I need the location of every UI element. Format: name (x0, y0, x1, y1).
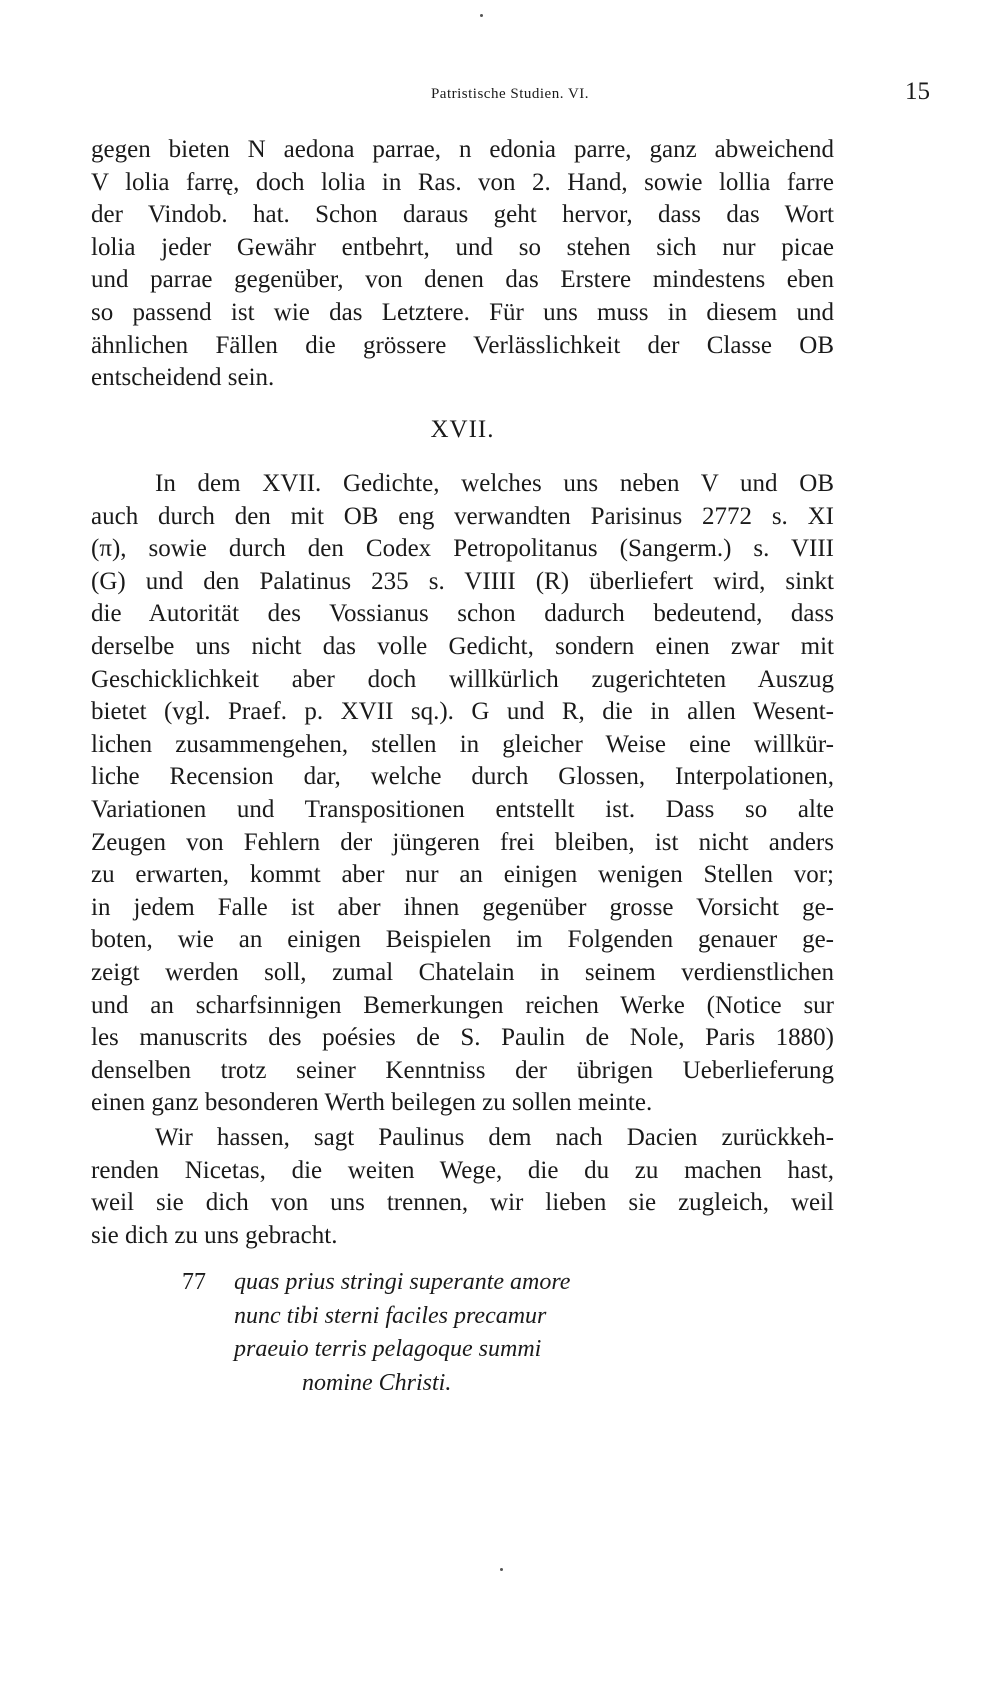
text-line: die Autorität des Vossianus schon dadurch bedeutend, dass (91, 600, 834, 628)
text-line: bietet (vgl. Praef. p. XVII sq.). G und R, die in allen Wesent- (91, 698, 834, 726)
text-line: Zeugen von Fehlern der jüngeren frei bleiben, ist nicht anders (91, 828, 834, 856)
text-line: liche Recension dar, welche durch Glossen, Interpolationen, (91, 763, 834, 791)
text-line: sie dich zu uns gebracht. (91, 1221, 338, 1249)
paragraph-1 (91, 134, 834, 395)
text-line: denselben trotz seiner Kenntniss der übrigen Ueberlieferung (91, 1056, 834, 1084)
paragraph-2 (91, 468, 834, 1120)
text-line: gegen bieten N aedona parrae, n edonia parre, ganz abweichend (91, 136, 834, 163)
text-line: Geschicklichkeit aber doch willkürlich zugerichteten Auszug (91, 665, 834, 693)
verse-line: praeuio terris pelagoque summi (234, 1336, 542, 1362)
text-line: boten, wie an einigen Beispielen im Folgenden genauer ge- (91, 926, 834, 954)
scan-speck (500, 1568, 503, 1571)
text-line: renden Nicetas, die weiten Wege, die du zu machen hast, (91, 1156, 834, 1184)
page-header (90, 78, 930, 112)
text-line: (G) und den Palatinus 235 s. VIIII (R) überliefert wird, sinkt (91, 567, 834, 595)
text-line: zeigt werden soll, zumal Chatelain in seinem verdienstlichen (91, 958, 834, 986)
text-line: und an scharfsinnigen Bemerkungen reichen Werke (Notice sur (91, 991, 834, 1019)
verse-text: quas prius stringi superante amore (234, 1269, 571, 1295)
text-line: V lolia farrę, doch lolia in Ras. von 2. Hand, sowie lollia farre (91, 168, 834, 196)
text-line: entscheidend sein. (91, 364, 275, 392)
text-line: zu erwarten, kommt aber nur an einigen wenigen Stellen vor; (91, 861, 834, 889)
verse-line (182, 1266, 742, 1300)
verse-line: nomine Christi. (302, 1369, 452, 1396)
scan-speck (480, 14, 483, 17)
verse-number: 77 (182, 1269, 206, 1295)
text-line: (π), sowie durch den Codex Petropolitanus (Sangerm.) s. VIII (91, 535, 834, 563)
text-line: lolia jeder Gewähr entbehrt, und so stehen sich nur picae (91, 233, 834, 261)
text-line: und parrae gegenüber, von denen das Erstere mindestens eben (91, 266, 834, 294)
text-line: der Vindob. hat. Schon daraus geht hervor, dass das Wort (91, 201, 834, 229)
verse-quotation (182, 1266, 742, 1400)
text-line: lichen zusammengehen, stellen in gleicher Weise eine willkür- (91, 730, 834, 758)
page-number: 15 (905, 78, 930, 105)
section-heading: XVII. (430, 416, 495, 443)
verse-line: nunc tibi sterni faciles precamur (234, 1302, 547, 1329)
paragraph-3 (91, 1122, 834, 1252)
text-line: auch durch den mit OB eng verwandten Parisinus 2772 s. XI (91, 502, 834, 530)
text-line: einen ganz besonderen Werth beilegen zu sollen meinte. (91, 1089, 653, 1117)
text-line: weil sie dich von uns trennen, wir lieben sie zugleich, weil (91, 1189, 834, 1217)
text-line: Wir hassen, sagt Paulinus dem nach Dacien zurückkeh- (155, 1124, 834, 1151)
running-head: Patristische Studien. VI. (430, 86, 590, 102)
text-line: Variationen und Transpositionen entstellt ist. Dass so alte (91, 795, 834, 823)
text-line: in jedem Falle ist aber ihnen gegenüber grosse Vorsicht ge- (91, 893, 834, 921)
text-line: so passend ist wie das Letztere. Für uns muss in diesem und (91, 298, 834, 326)
text-line: In dem XVII. Gedichte, welches uns neben V und OB (155, 470, 834, 497)
text-line: ähnlichen Fällen die grössere Verlässlichkeit der Classe OB (91, 331, 834, 359)
text-line: les manuscrits des poésies de S. Paulin de Nole, Paris 1880) (91, 1024, 834, 1052)
text-line: derselbe uns nicht das volle Gedicht, sondern einen zwar mit (91, 632, 834, 660)
